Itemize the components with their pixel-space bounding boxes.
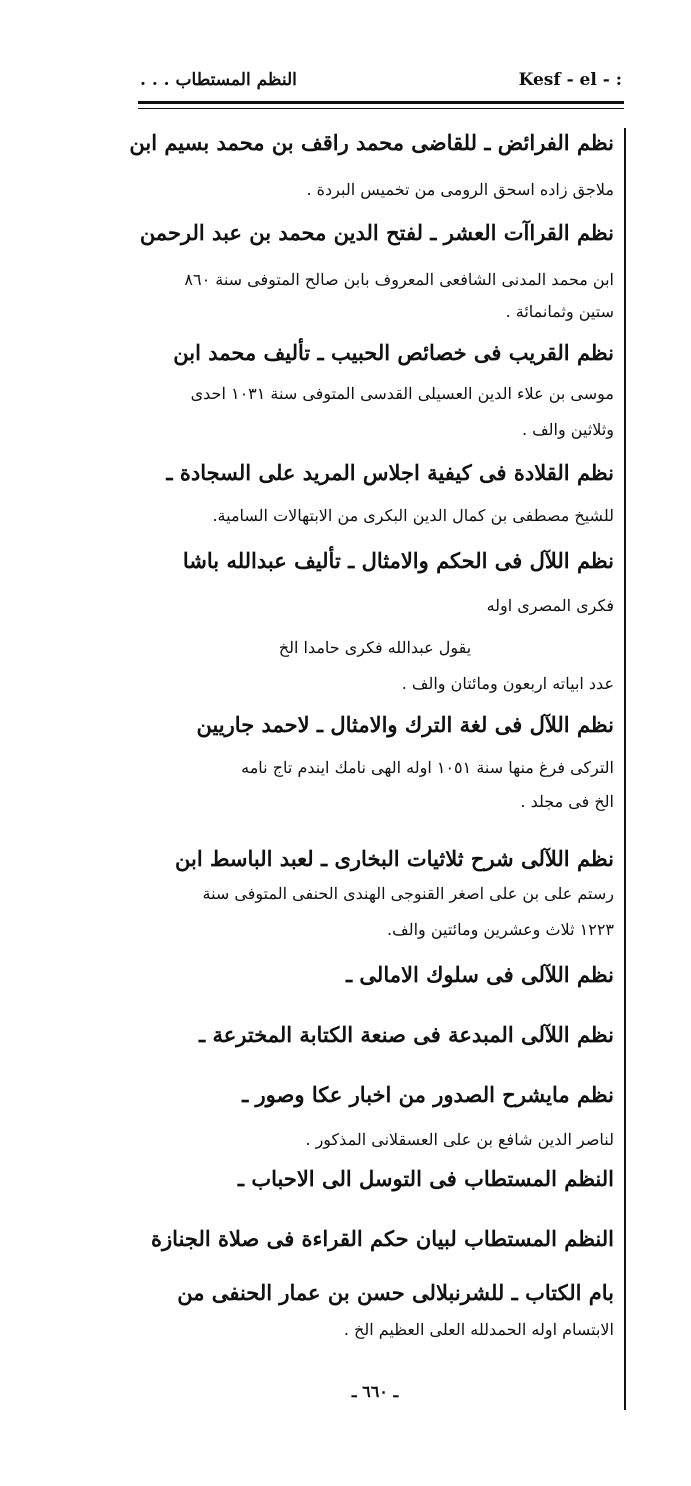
text-line: ١٢٢٣ ثلاث وعشرين ومائتين والف. — [387, 920, 614, 939]
text-line: النظم المستطاب لبيان حكم القراءة فى صلاة الجنازة — [151, 1226, 614, 1251]
text-line: عدد ابياته اربعون ومائتان والف . — [401, 674, 614, 693]
text-line: رستم على بن على اصغر القنوجى الهندى الحنفى المتوفى سنة — [202, 884, 614, 903]
text-line: نظم مايشرح الصدور من اخبار عكا وصور ـ — [242, 1082, 614, 1107]
text-line: نظم القراآت العشر ـ لفتح الدين محمد بن عبد الرحمن — [139, 220, 614, 245]
header-title-arabic: النظم المستطاب . . . — [140, 70, 297, 90]
margin-line — [624, 128, 626, 1410]
text-line: ملاجق زاده اسحق الرومى من تخميس البردة . — [306, 180, 614, 199]
text-line: فكرى المصرى اوله — [486, 596, 614, 615]
text-line: نظم اللآل فى لغة الترك والامثال ـ لاحمد جاريين — [196, 712, 614, 737]
text-line: نظم اللآلى فى سلوك الامالى ـ — [345, 962, 614, 987]
text-line: نظم القريب فى خصائص الحبيب ـ تأليف محمد ابن — [173, 340, 614, 365]
text-line: التركى فرغ منها سنة ١٠٥١ اوله الهى نامك ايندم تاج نامه — [241, 758, 614, 777]
header-title-latin: Kesf - el - : — [518, 70, 622, 90]
text-line: لناصر الدين شافع بن على العسقلانى المذكور . — [305, 1130, 614, 1149]
text-line: الابتسام اوله الحمدلله العلى العظيم الخ . — [343, 1320, 614, 1339]
text-line: نظم الفرائض ـ للقاضى محمد راقف بن محمد بسيم ابن — [129, 130, 614, 155]
text-line: وثلاثين والف . — [521, 420, 614, 439]
page-number: ـ ٦٦٠ ـ — [351, 1382, 399, 1401]
header-rule-thin — [138, 108, 624, 109]
text-line: الخ فى مجلد . — [520, 792, 614, 811]
text-line: نظم اللآلى شرح ثلاثيات البخارى ـ لعبد الباسط ابن — [175, 846, 614, 871]
text-line: ابن محمد المدنى الشافعى المعروف بابن صالح المتوفى سنة ٨٦٠ — [184, 270, 614, 289]
text-line: نظم القلادة فى كيفية اجلاس المريد على السجادة ـ — [166, 460, 614, 485]
text-line: النظم المستطاب فى التوسل الى الاحباب ـ — [237, 1166, 614, 1191]
text-line: نظم اللآل فى الحكم والامثال ـ تأليف عبدالله باشا — [182, 548, 614, 573]
text-line: موسى بن علاء الدين العسيلى القدسى المتوفى سنة ١٠٣١ احدى — [190, 384, 614, 403]
text-line: يقول عبدالله فكرى حامدا الخ — [278, 638, 472, 657]
text-line: ستين وثمانمائة . — [505, 302, 614, 321]
text-line: نظم اللآلى المبدعة فى صنعة الكتابة المخترعة ـ — [199, 1022, 614, 1047]
running-header — [140, 70, 622, 96]
header-rule-thick — [138, 101, 624, 104]
text-line: للشيخ مصطفى بن كمال الدين البكرى من الابتهالات السامية. — [212, 506, 614, 525]
text-line: بام الكتاب ـ للشرنبلالى حسن بن عمار الحنفى من — [177, 1280, 614, 1305]
